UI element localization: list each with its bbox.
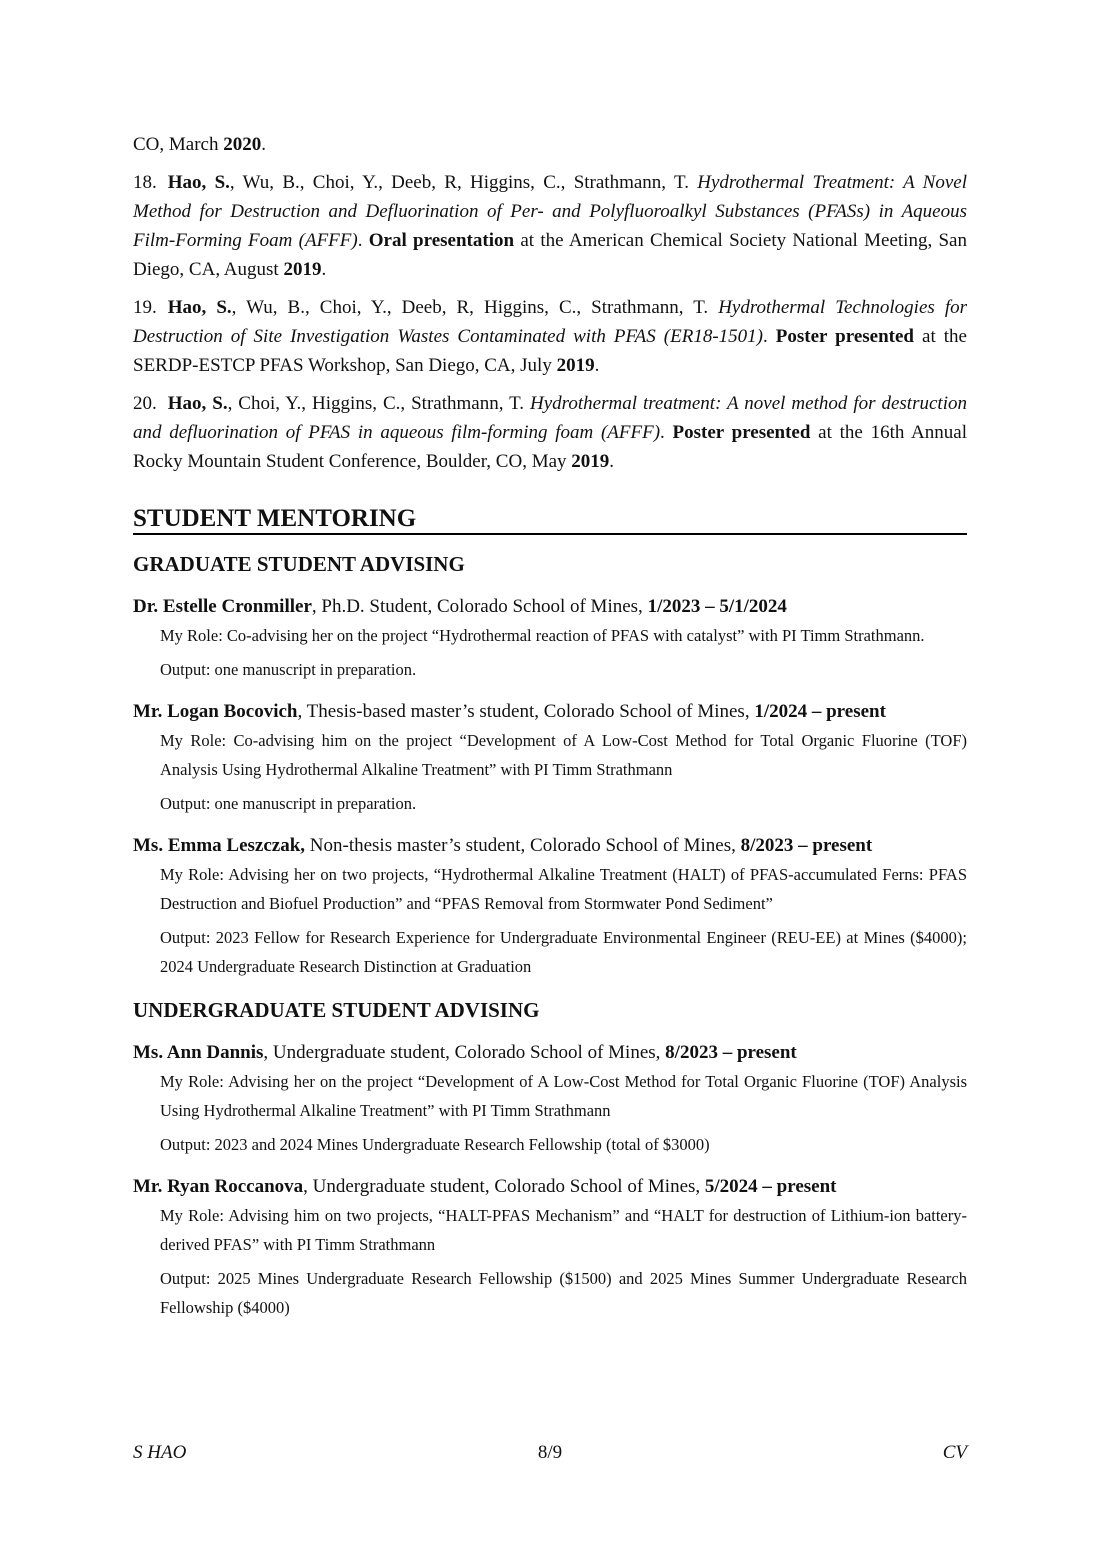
undergraduate-advising-heading: UNDERGRADUATE STUDENT ADVISING xyxy=(133,998,540,1022)
student-output: Output: 2023 Fellow for Research Experience for Undergraduate Environmental Engineer (REU-EE) at Mines ($4000); 2024 Undergraduate Research Distinction at Graduation xyxy=(160,928,967,976)
student-header: Ms. Ann Dannis, Undergraduate student, Colorado School of Mines, 8/2023 – present xyxy=(133,1042,797,1063)
student-header: Mr. Ryan Roccanova, Undergraduate student, Colorado School of Mines, 5/2024 – present xyxy=(133,1176,837,1197)
student-header: Dr. Estelle Cronmiller, Ph.D. Student, Colorado School of Mines, 1/2023 – 5/1/2024 xyxy=(133,596,787,617)
presentation-item: 18. Hao, S., Wu, B., Choi, Y., Deeb, R, Higgins, C., Strathmann, T. Hydrothermal Treatment: A Novel Method for Destruction and Defluorination of Per- and Polyfluoroalkyl Substances (PFASs) in Aqueous Film-Forming Foam (AFFF). Oral presentation at the American Chemical Society National Meeting, San Diego, CA, August 2019. xyxy=(133,172,968,280)
student-header: Ms. Emma Leszczak, Non-thesis master’s student, Colorado School of Mines, 8/2023 – present xyxy=(133,835,873,856)
student-entry xyxy=(133,832,967,981)
student-header: Mr. Logan Bocovich, Thesis-based master’s student, Colorado School of Mines, 1/2024 – present xyxy=(133,701,886,722)
student-output: Output: one manuscript in preparation. xyxy=(160,794,417,813)
presentation-item: 20. Hao, S., Choi, Y., Higgins, C., Strathmann, T. Hydrothermal treatment: A novel method for destruction and defluorination of PFAS in aqueous film-forming foam (AFFF). Poster presented at the 16th Annual Rocky Mountain Student Conference, Boulder, CO, May 2019. xyxy=(133,393,967,472)
student-entry xyxy=(133,1039,967,1159)
student-output: Output: 2025 Mines Undergraduate Research Fellowship ($1500) and 2025 Mines Summer Undergraduate Research Fellowship ($4000) xyxy=(160,1269,967,1317)
cv-page xyxy=(133,130,967,1322)
footer-doc-type: CV xyxy=(942,1442,967,1463)
page-number: 8/9 xyxy=(537,1442,563,1463)
presentation-item: 19. Hao, S., Wu, B., Choi, Y., Deeb, R, Higgins, C., Strathmann, T. Hydrothermal Technologies for Destruction of Site Investigation Wastes Contaminated with PFAS (ER18-1501). Poster presented at the SERDP-ESTCP PFAS Workshop, San Diego, CA, July 2019. xyxy=(133,297,967,376)
student-role: My Role: Co-advising her on the project “Hydrothermal reaction of PFAS with catalyst” with PI Timm Strathmann. xyxy=(160,626,925,645)
student-role: My Role: Advising her on two projects, “Hydrothermal Alkaline Treatment (HALT) of PFAS-accumulated Ferns: PFAS Destruction and Biofuel Production” and “PFAS Removal from Stormwater Pond Sediment” xyxy=(160,865,967,913)
student-output: Output: 2023 and 2024 Mines Undergraduate Research Fellowship (total of $3000) xyxy=(160,1135,710,1154)
continuation-line: CO, March 2020. xyxy=(133,134,266,155)
student-output: Output: one manuscript in preparation. xyxy=(160,660,417,679)
page-footer xyxy=(133,1442,967,1468)
student-role: My Role: Co-advising him on the project “Development of A Low-Cost Method for Total Organic Fluorine (TOF) Analysis Using Hydrothermal Alkaline Treatment” with PI Timm Strathmann xyxy=(160,731,967,779)
graduate-advising-heading: GRADUATE STUDENT ADVISING xyxy=(133,552,465,576)
student-role: My Role: Advising him on two projects, “HALT-PFAS Mechanism” and “HALT for destruction of Lithium-ion battery-derived PFAS” with PI Timm Strathmann xyxy=(160,1206,967,1254)
student-entry xyxy=(133,1173,967,1322)
section-title-mentoring: STUDENT MENTORING xyxy=(133,504,967,535)
footer-author: S HAO xyxy=(133,1442,187,1463)
student-entry xyxy=(133,698,967,818)
student-role: My Role: Advising her on the project “Development of A Low-Cost Method for Total Organic Fluorine (TOF) Analysis Using Hydrothermal Alkaline Treatment” with PI Timm Strathmann xyxy=(160,1072,967,1120)
student-entry xyxy=(133,593,967,684)
